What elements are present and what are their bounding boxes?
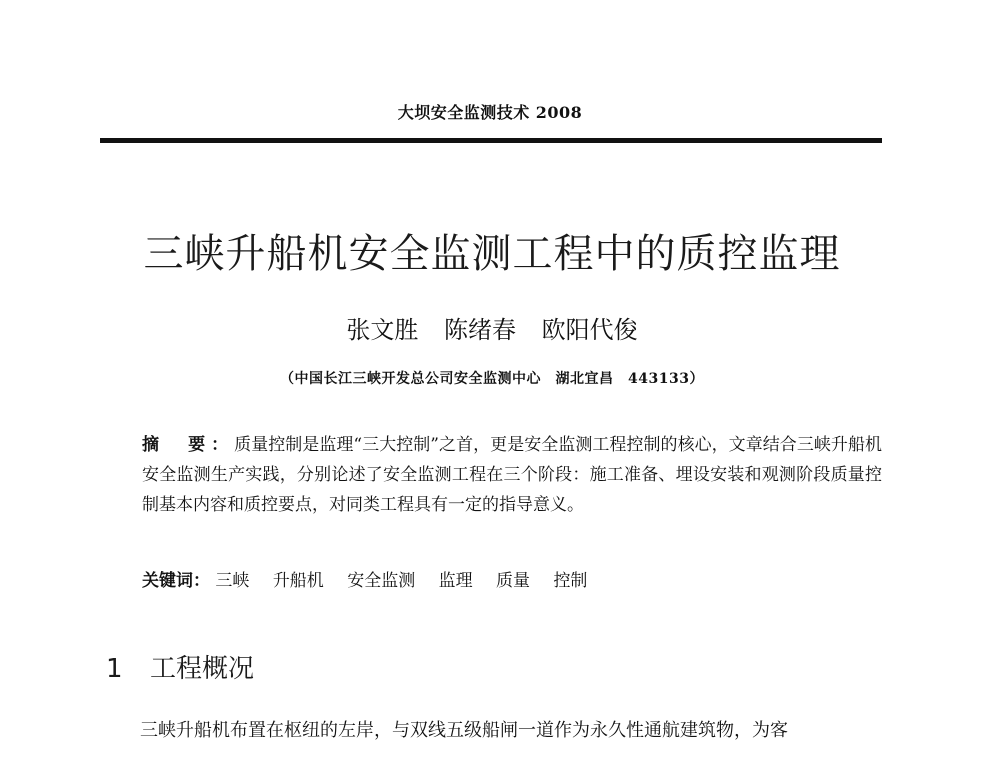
keyword: 质量 — [496, 571, 531, 591]
article-title: 三峡升船机安全监测工程中的质控监理 — [143, 231, 841, 277]
section-title: 工程概况 — [150, 654, 255, 684]
section-number: 1 — [106, 654, 123, 684]
keyword: 升船机 — [272, 571, 324, 591]
affiliation: （中国长江三峡开发总公司安全监测中心 湖北宜昌 443133） — [280, 371, 704, 387]
keywords-label: 关键词： — [142, 571, 210, 591]
keyword: 三峡 — [215, 571, 250, 591]
keyword: 监理 — [438, 571, 473, 591]
body-paragraph: 三峡升船机布置在枢纽的左岸，与双线五级船闸一道作为永久性通航建筑物，为客 — [140, 720, 788, 741]
abstract — [142, 430, 882, 520]
running-header: 大坝安全监测技术 2008 — [397, 103, 583, 122]
section-heading — [106, 648, 254, 685]
keyword: 控制 — [553, 571, 588, 591]
abstract-label: 摘 要： — [142, 435, 235, 455]
header-rule — [100, 138, 882, 143]
author-list — [0, 310, 984, 345]
author-name: 陈绪春 — [444, 316, 516, 344]
keyword: 安全监测 — [347, 571, 416, 591]
abstract-text: 质量控制是监理“三大控制”之首，更是安全监测工程控制的核心，文章结合三峡升船机安全监测生产实践，分别论述了安全监测工程在三个阶段：施工准备、埋设安装和观测阶段质量控制基本内容和质控要点，对同类工程具有一定的指导意义。 — [142, 435, 882, 515]
author-name: 欧阳代俊 — [541, 316, 638, 344]
keywords — [142, 566, 882, 596]
author-name: 张文胜 — [346, 316, 419, 344]
